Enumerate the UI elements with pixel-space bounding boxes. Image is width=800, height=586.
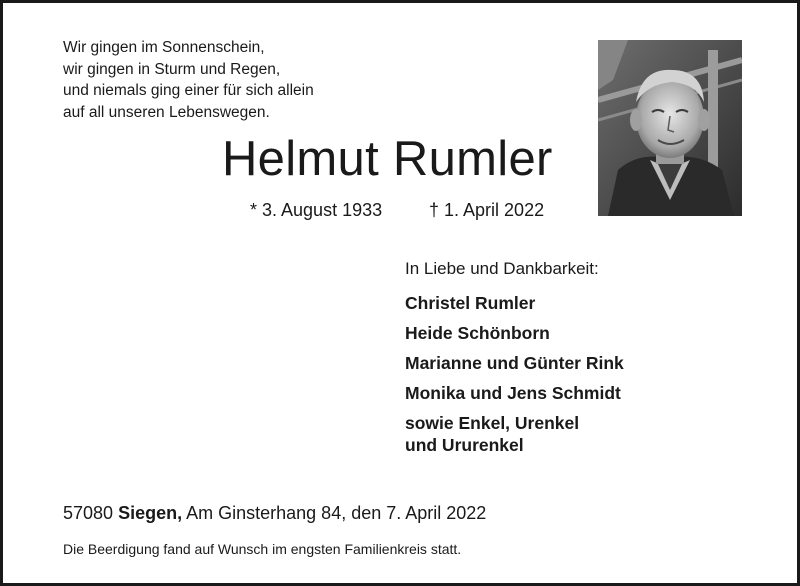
mourners-intro: In Liebe und Dankbarkeit: bbox=[405, 259, 599, 278]
mourner-name: Heide Schönborn bbox=[405, 323, 550, 343]
mourner-name: und Ururenkel bbox=[405, 435, 524, 455]
address-line bbox=[63, 503, 486, 524]
poem-line: Wir gingen im Sonnenschein, bbox=[63, 39, 265, 56]
portrait-photo bbox=[598, 40, 742, 216]
postcode: 57080 bbox=[63, 503, 114, 523]
mourner-name: Christel Rumler bbox=[405, 293, 536, 313]
poem-line: und niemals ging einer für sich allein bbox=[63, 82, 314, 99]
death-date: † 1. April 2022 bbox=[429, 200, 545, 220]
mourner-name: Monika und Jens Schmidt bbox=[405, 383, 621, 403]
mourner-name: Marianne und Günter Rink bbox=[405, 353, 624, 373]
birth-date: * 3. August 1933 bbox=[250, 200, 383, 220]
poem bbox=[63, 37, 314, 123]
mourner-name: sowie Enkel, Urenkel bbox=[405, 413, 580, 433]
poem-line: auf all unseren Lebenswegen. bbox=[63, 103, 270, 121]
funeral-note: Die Beerdigung fand auf Wunsch im engsten Familienkreis statt. bbox=[63, 541, 462, 557]
mourners-list bbox=[405, 292, 624, 456]
poem-line: wir gingen in Sturm und Regen, bbox=[63, 60, 281, 78]
portrait-photo-icon bbox=[598, 40, 742, 216]
city: Siegen, bbox=[118, 503, 183, 523]
street-and-date: Am Ginsterhang 84, den 7. April 2022 bbox=[186, 503, 487, 523]
deceased-name: Helmut Rumler bbox=[222, 132, 553, 186]
